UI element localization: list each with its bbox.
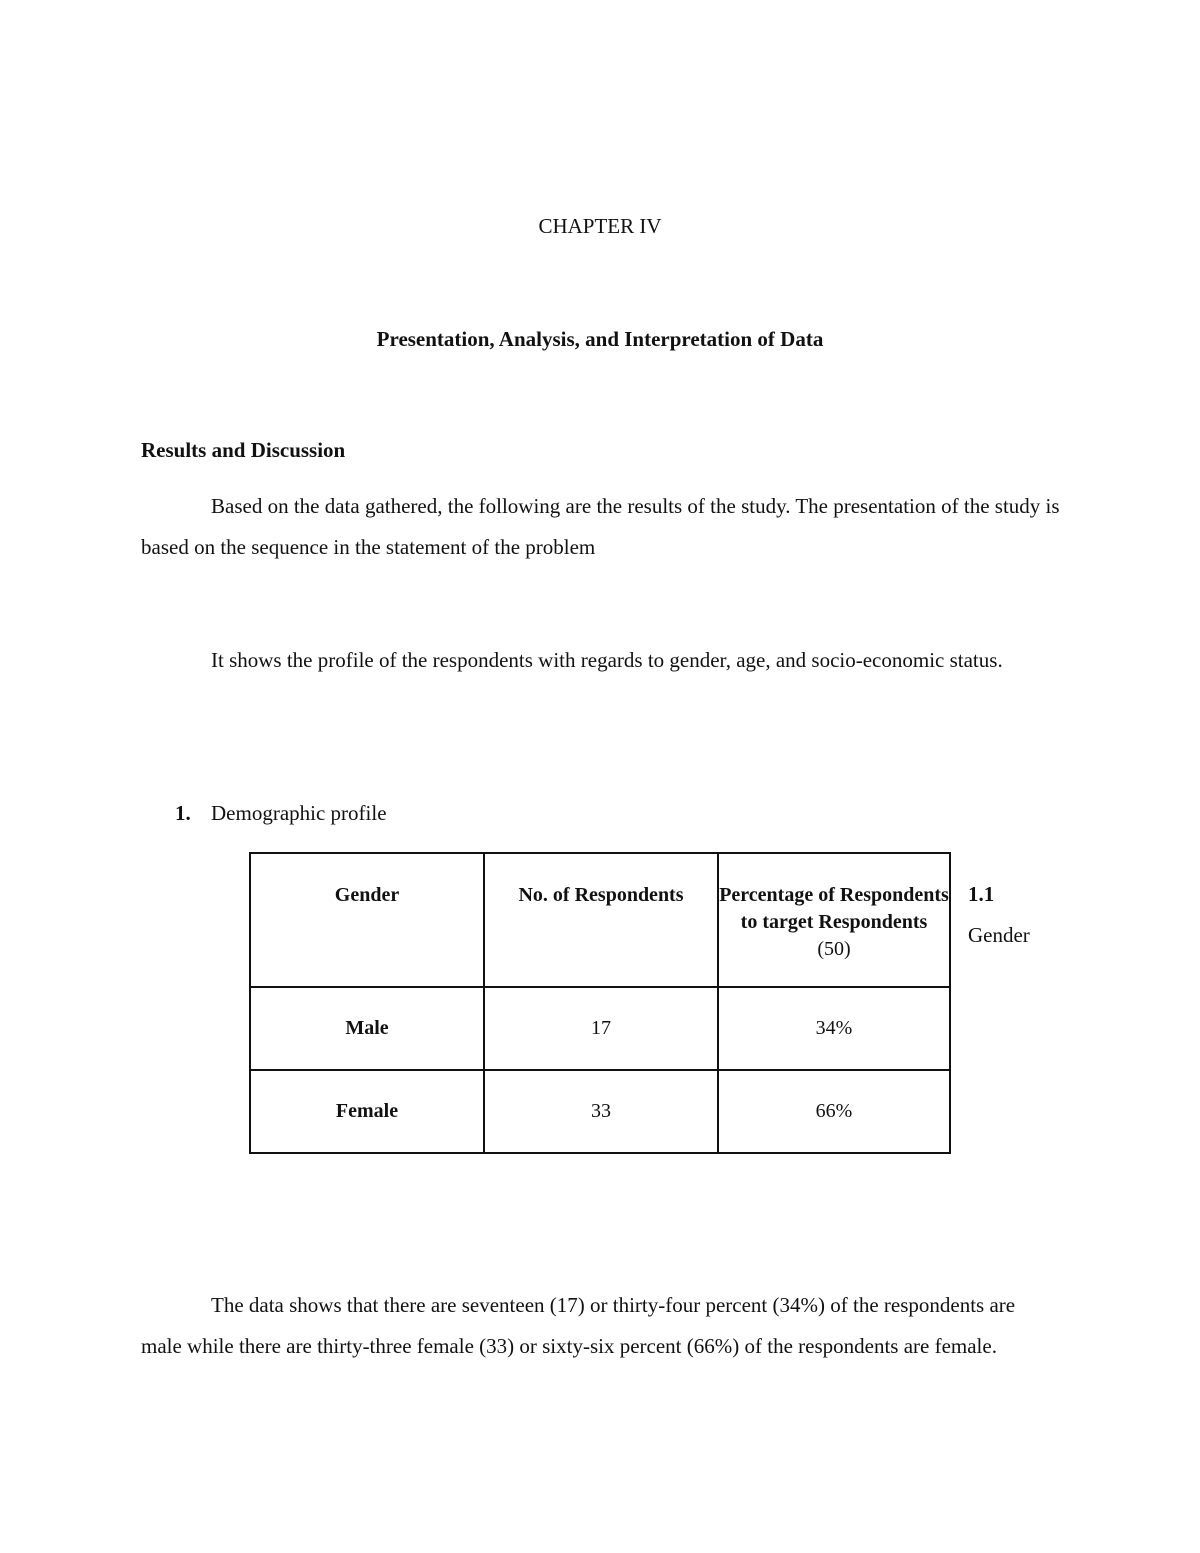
profile-paragraph-text: It shows the profile of the respondents with regards to gender, age, and socio-economic status. [211,648,1003,672]
conclusion-paragraph-text: The data shows that there are seventeen (17) or thirty-four percent (34%) of the respondents are male while there are thirty-three female (33) or sixty-six percent (66%) of the respondents are female. [141,1293,1016,1358]
gender-table [249,852,951,1154]
row-percent-male: 34% [718,987,950,1070]
results-heading: Results and Discussion [141,438,346,462]
table-side-label: Gender [968,923,1030,947]
list-item-label: Demographic profile [211,801,387,825]
row-count-male: 17 [484,987,718,1070]
table-row [250,987,950,1070]
chapter-title: CHAPTER IV [538,214,662,238]
header-percentage-label: Percentage of Respondents to target Respondents [719,884,949,933]
list-item-number: 1. [175,801,191,825]
conclusion-paragraph [141,1285,1061,1367]
table-side-number: 1.1 [968,882,995,906]
header-percentage-sub: (50) [817,938,851,960]
row-gender-male: Male [250,987,484,1070]
header-gender: Gender [250,853,484,987]
list-item-demographic [175,801,387,826]
profile-paragraph [141,640,1061,681]
intro-paragraph-text: Based on the data gathered, the following are the results of the study. The presentation of the study is based on the sequence in the statement of the problem [141,494,1060,559]
intro-paragraph [141,486,1061,568]
row-count-female: 33 [484,1070,718,1153]
header-percentage [718,853,950,987]
table-row [250,1070,950,1153]
table-header-row [250,853,950,987]
header-respondents: No. of Respondents [484,853,718,987]
section-title: Presentation, Analysis, and Interpretation of Data [376,327,824,351]
row-gender-female: Female [250,1070,484,1153]
row-percent-female: 66% [718,1070,950,1153]
